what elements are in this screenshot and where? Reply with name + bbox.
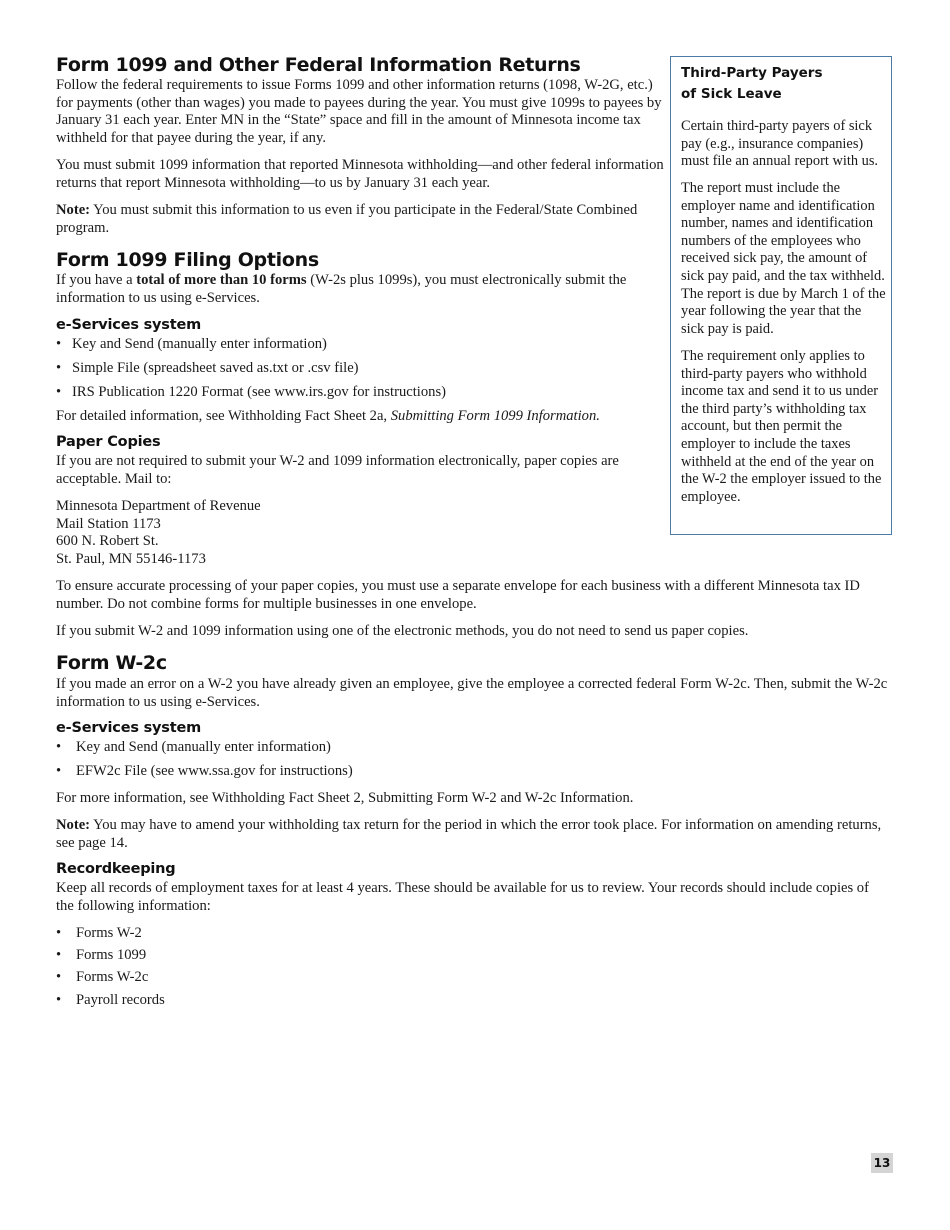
address-line: St. Paul, MN 55146-1173 [56, 551, 206, 567]
intro-bold: total of more than 10 forms [136, 272, 307, 288]
electronic-methods-paragraph: If you submit W-2 and 1099 information using one of the electronic methods, you do not need to send us paper copies. [56, 623, 749, 639]
envelope-paragraph: To ensure accurate processing of your paper copies, you must use a separate envelope for each business with a different Minnesota tax ID number. Do not combine forms for multiple businesses in one envelope. [56, 578, 860, 612]
subheading-eservices: e-Services system [56, 317, 201, 333]
list-item [56, 336, 327, 354]
list-item [56, 925, 142, 943]
note-label: Note: [56, 202, 91, 218]
page-number: 13 [871, 1153, 893, 1173]
list-item-text: Forms W-2 [76, 925, 142, 941]
bullet-icon: • [56, 992, 62, 1008]
list-item [56, 384, 446, 402]
bullet-icon: • [56, 739, 62, 755]
bullet-icon: • [56, 969, 62, 985]
section-heading-form-w2c: Form W-2c [56, 652, 167, 674]
subheading-eservices-w2c: e-Services system [56, 720, 201, 736]
list-item [56, 992, 165, 1010]
filing-options-intro [56, 272, 656, 307]
detailed-info-line [56, 408, 600, 426]
bullet-icon: • [56, 763, 62, 779]
intro-text-end: (W-2s plus 1099s), you must electronically submit the information to us using e-Services. [56, 272, 627, 306]
list-item [56, 947, 146, 965]
sidebar-paragraph: The requirement only applies to third-party payers who withhold income tax and send it to us under the third party’s withholding tax account, but then permit the employer to include the taxes withheld at the end of the year on the W-2 the employer issued to the employee. [681, 348, 882, 505]
paper-copies-intro: If you are not required to submit your W-2 and 1099 information electronically, paper copies are acceptable. Mail to: [56, 453, 619, 487]
detail-text: For detailed information, see Withholding Fact Sheet 2a, [56, 408, 391, 424]
subheading-paper-copies: Paper Copies [56, 434, 161, 450]
list-item-text: Forms W-2c [76, 969, 149, 985]
sidebar-title-line: Third-Party Payers [681, 65, 823, 81]
list-item-text: EFW2c File (see www.ssa.gov for instructions) [76, 763, 353, 779]
sidebar-title [681, 63, 823, 105]
sidebar-third-party-payers [670, 56, 892, 535]
subheading-recordkeeping: Recordkeeping [56, 861, 176, 877]
address-line: Minnesota Department of Revenue [56, 498, 261, 514]
form-1099-note [56, 202, 656, 237]
intro-text: If you have a [56, 272, 137, 288]
section-heading-form-1099: Form 1099 and Other Federal Information Returns [56, 54, 581, 76]
bullet-icon: • [56, 360, 62, 376]
sidebar-paragraph: The report must include the employer name and identification number, names and identification numbers of the employees who received sick pay, the amount of sick pay paid, and the tax withheld. The report is due by March 1 of the year following the year that the sick pay is paid. [681, 180, 886, 337]
list-item-text: Key and Send (manually enter information) [72, 336, 327, 352]
list-item [56, 739, 331, 757]
note-text: You may have to amend your withholding tax return for the period in which the error took place. For information on amending returns, see page 14. [56, 817, 882, 851]
bullet-icon: • [56, 336, 62, 352]
sidebar-paragraph: Certain third-party payers of sick pay (e.g., insurance companies) must file an annual report with us. [681, 118, 879, 170]
list-item-text: IRS Publication 1220 Format (see www.irs.gov for instructions) [72, 384, 446, 400]
w2c-intro: If you made an error on a W-2 you have already given an employee, give the employee a corrected federal Form W-2c. Then, submit the W-2c information to us using e-Services. [56, 676, 888, 710]
address-line: 600 N. Robert St. [56, 533, 159, 549]
list-item [56, 360, 359, 378]
list-item-text: Payroll records [76, 992, 165, 1008]
bullet-icon: • [56, 947, 62, 963]
address-line: Mail Station 1173 [56, 516, 161, 532]
list-item-text: Key and Send (manually enter information) [76, 739, 331, 755]
note-text: You must submit this information to us even if you participate in the Federal/State Combined program. [56, 202, 638, 236]
form-1099-paragraph: Follow the federal requirements to issue Forms 1099 and other information returns (1098, W-2G, etc.) for payments (other than wages) you made to payees during the year. You must give 1099s to payees by January 31 each year. Enter MN in the “State” space and fill in the amount of Minnesota income tax withheld for that payee during the year, if any. [56, 77, 662, 146]
form-1099-deadline-paragraph: You must submit 1099 information that reported Minnesota withholding—and other federal information returns that report Minnesota withholding—to us by January 31 each year. [56, 157, 664, 191]
list-item-text: Simple File (spreadsheet saved as.txt or .csv file) [72, 360, 359, 376]
w2c-note [56, 817, 896, 852]
list-item [56, 969, 148, 987]
list-item [56, 763, 353, 781]
sidebar-title-line: of Sick Leave [681, 86, 782, 102]
w2c-more-info: For more information, see Withholding Fact Sheet 2, Submitting Form W-2 and W-2c Information. [56, 790, 634, 806]
bullet-icon: • [56, 384, 62, 400]
bullet-icon: • [56, 925, 62, 941]
detail-title: Submitting Form 1099 Information. [390, 408, 600, 424]
note-label: Note: [56, 817, 91, 833]
list-item-text: Forms 1099 [76, 947, 147, 963]
section-heading-filing-options: Form 1099 Filing Options [56, 249, 319, 271]
recordkeeping-intro: Keep all records of employment taxes for at least 4 years. These should be available for us to review. Your records should include copies of the following information: [56, 880, 869, 914]
